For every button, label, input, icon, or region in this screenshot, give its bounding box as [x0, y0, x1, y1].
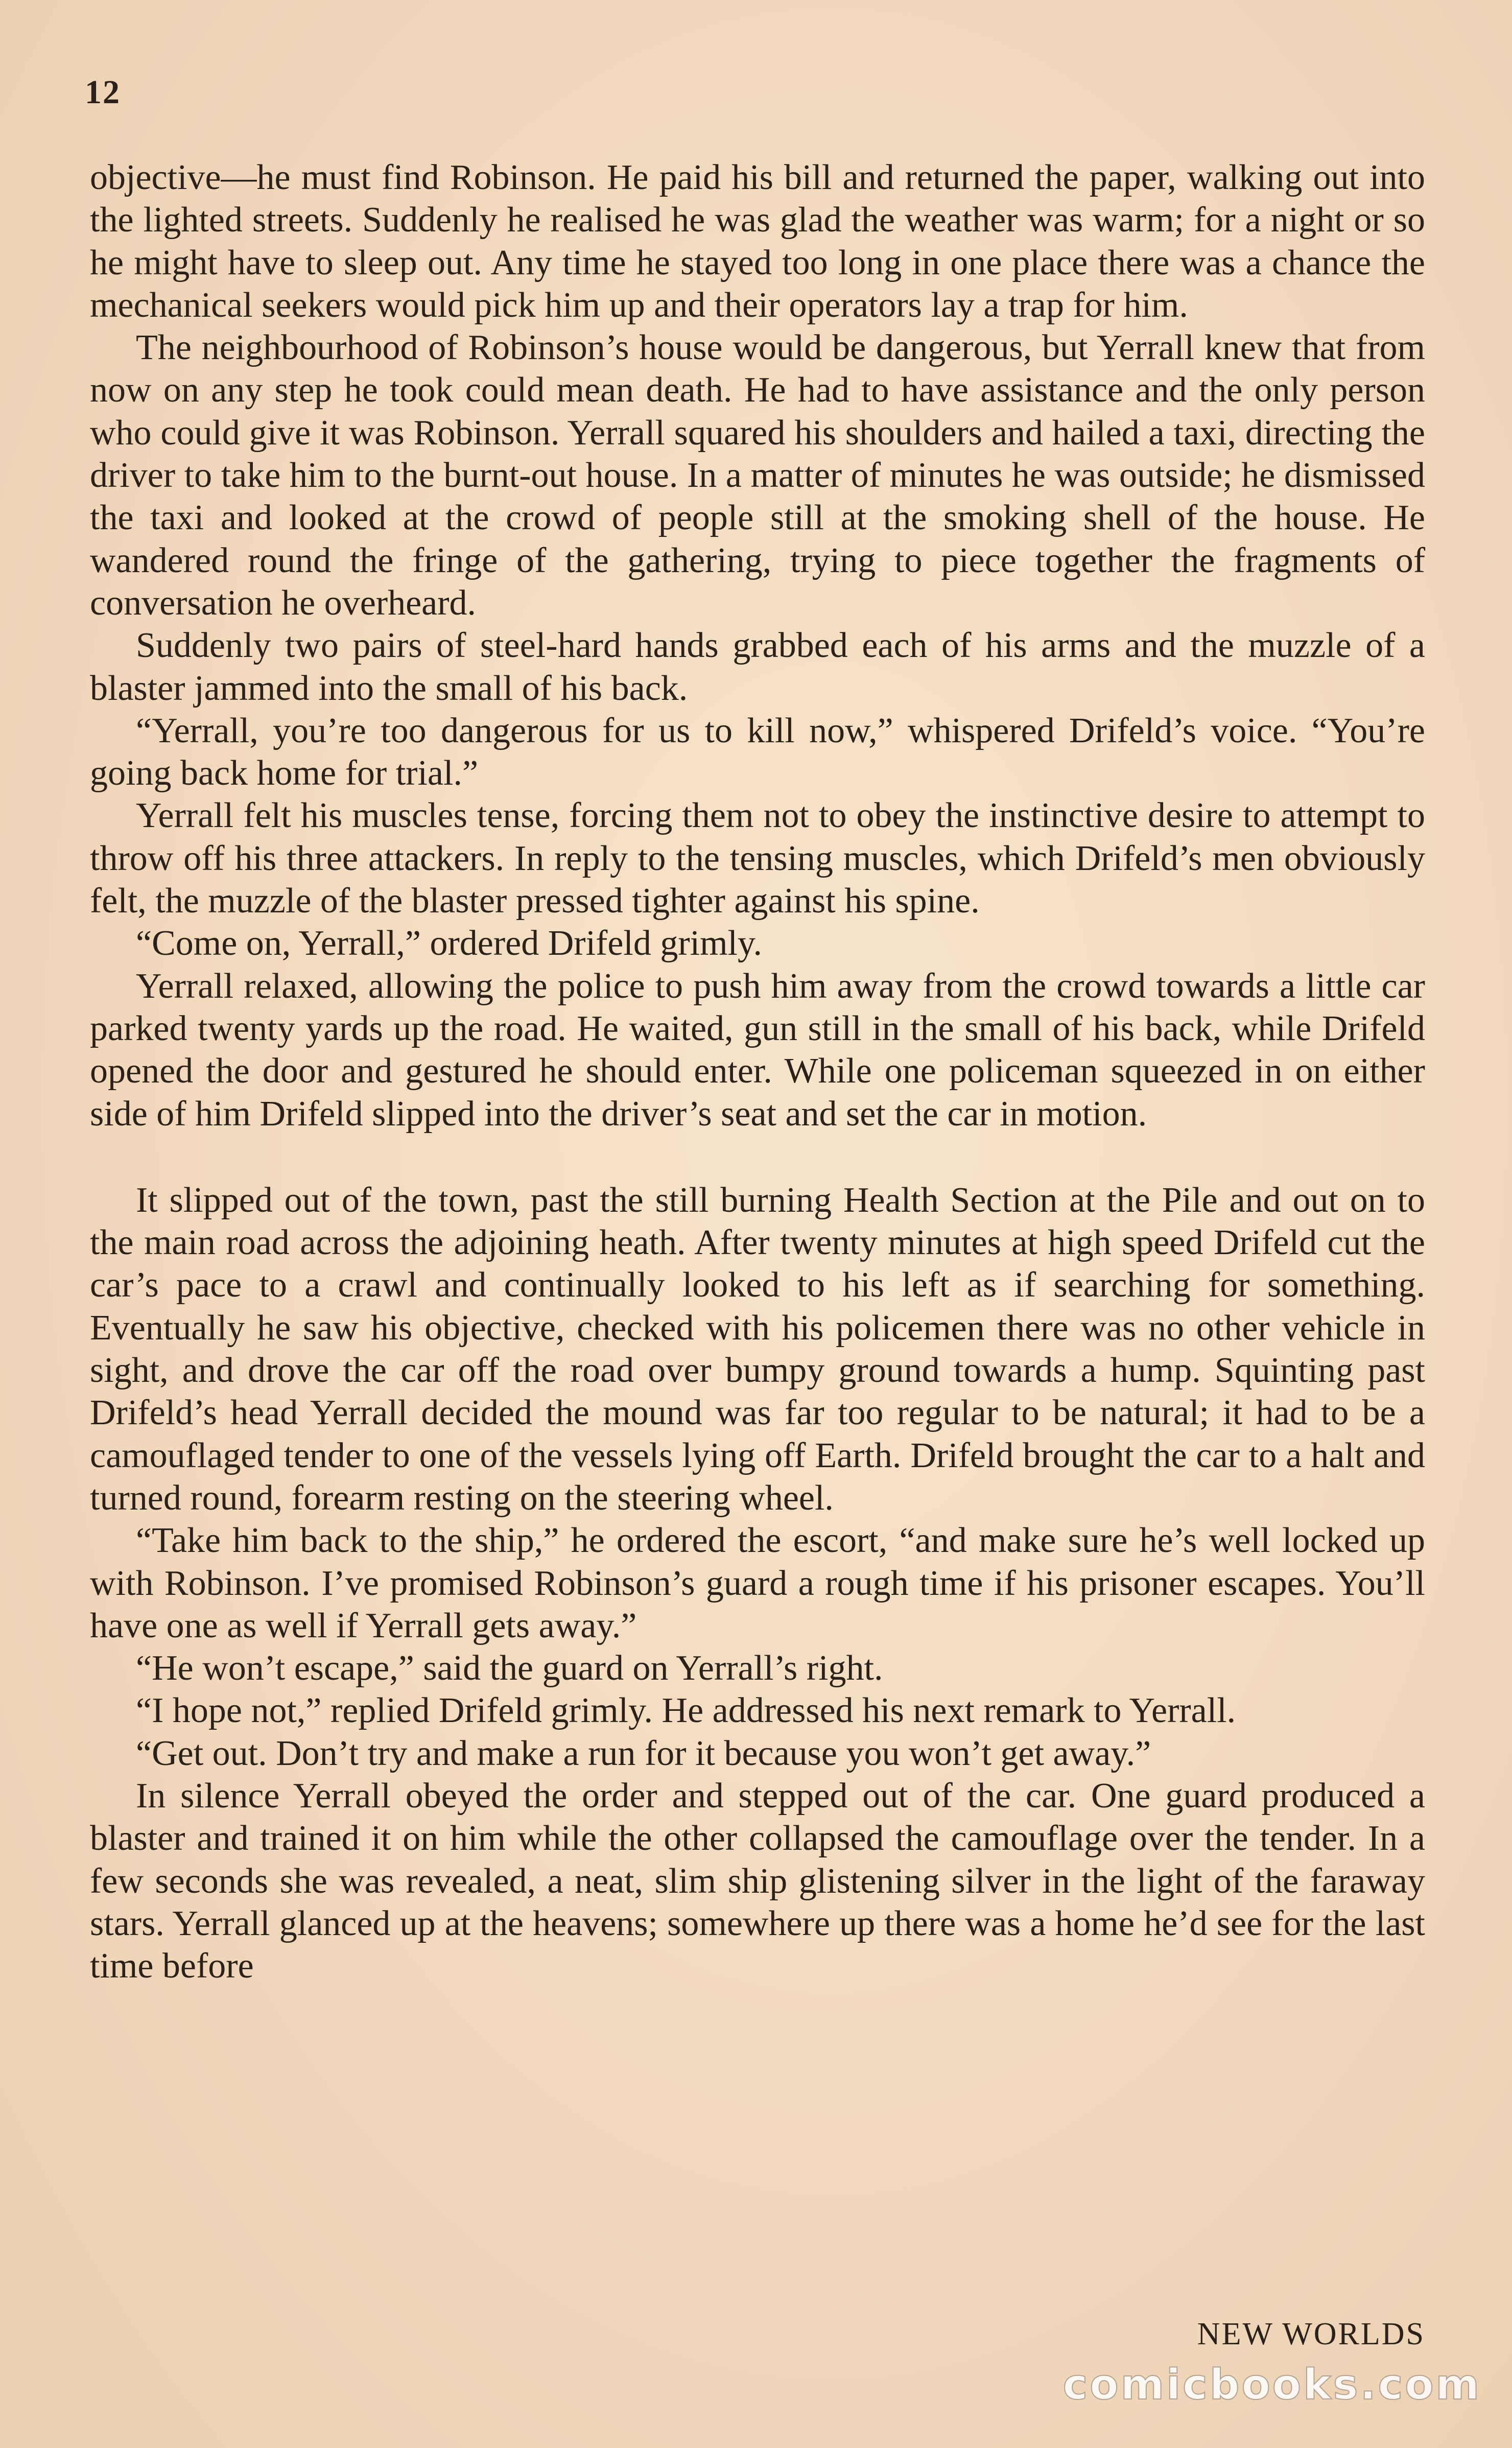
paragraph: “He won’t escape,” said the guard on Yerrall’s right.: [136, 1649, 883, 1688]
paragraph: Yerrall felt his muscles tense, forcing them not to obey the instinctive desire to attempt to throw off his three attackers. In reply to the tensing muscles, which Drifeld’s men obviously felt, the muzzle of the blaster pressed tighter against his spine.: [90, 796, 1425, 921]
paragraph: “Yerrall, you’re too dangerous for us to kill now,” whispered Drifeld’s voice. “You’re going back home for trial.”: [90, 711, 1425, 793]
paragraph: “I hope not,” replied Drifeld grimly. He addressed his next remark to Yerrall.: [136, 1691, 1236, 1731]
paragraph: Yerrall relaxed, allowing the police to push him away from the crowd towards a little car parked twenty yards up the road. He waited, gun still in the small of his back, while Drifeld opened the door and gestured he should enter. While one policeman squeezed in on either side of him Drifeld slipped into the driver’s seat and set the car in motion.: [90, 966, 1425, 1134]
body-text: [90, 156, 1425, 1987]
paragraph: objective—he must find Robinson. He paid his bill and returned the paper, walking out into the lighted streets. Suddenly he realised he was glad the weather was warm; for a night or so he might have to sleep out. Any time he stayed too long in one place there was a chance the mechanical seekers would pick him up and their operators lay a trap for him.: [90, 158, 1425, 325]
paragraph: The neighbourhood of Robinson’s house would be dangerous, but Yerrall knew that from now on any step he took could mean death. He had to have assistance and the only person who could give it was Robinson. Yerrall squared his shoulders and hailed a taxi, directing the driver to take him to the burnt-out house. In a matter of minutes he was outside; he dismissed the taxi and looked at the crowd of people still at the smoking shell of the house. He wandered round the fringe of the gathering, trying to piece together the fragments of conversation he overheard.: [90, 328, 1425, 623]
magazine-footer: NEW WORLDS: [1197, 2317, 1425, 2351]
paragraph: It slipped out of the town, past the still burning Health Section at the Pile and out on to the main road across the adjoining heath. After twenty minutes at high speed Drifeld cut the car’s pace to a crawl and continually looked to his left as if searching for something. Eventually he saw his objective, checked with his policemen there was no other vehicle in sight, and drove the car off the road over bumpy ground towards a hump. Squinting past Drifeld’s head Yerrall decided the mound was far too regular to be natural; it had to be a camouflaged tender to one of the vessels lying off Earth. Drifeld brought the car to a halt and turned round, forearm resting on the steering wheel.: [90, 1180, 1425, 1518]
paragraph: “Come on, Yerrall,” ordered Drifeld grimly.: [136, 924, 762, 963]
paragraph: Suddenly two pairs of steel-hard hands grabbed each of his arms and the muzzle of a blaster jammed into the small of his back.: [90, 626, 1425, 708]
paragraph: In silence Yerrall obeyed the order and stepped out of the car. One guard produced a blaster and trained it on him while the other collapsed the camouflage over the tender. In a few seconds she was revealed, a neat, slim ship glistening silver in the light of the faraway stars. Yerrall glanced up at the heavens; somewhere up there was a home he’d see for the last time before: [90, 1776, 1425, 1986]
site-watermark: comicbooks.com: [1062, 2361, 1481, 2409]
page-number: 12: [85, 74, 121, 111]
paragraph: “Get out. Don’t try and make a run for it because you won’t get away.”: [136, 1733, 1151, 1773]
paragraph: “Take him back to the ship,” he ordered the escort, “and make sure he’s well locked up with Robinson. I’ve promised Robinson’s guard a rough time if his prisoner escapes. You’ll have one as well if Yerrall gets away.”: [90, 1521, 1425, 1645]
